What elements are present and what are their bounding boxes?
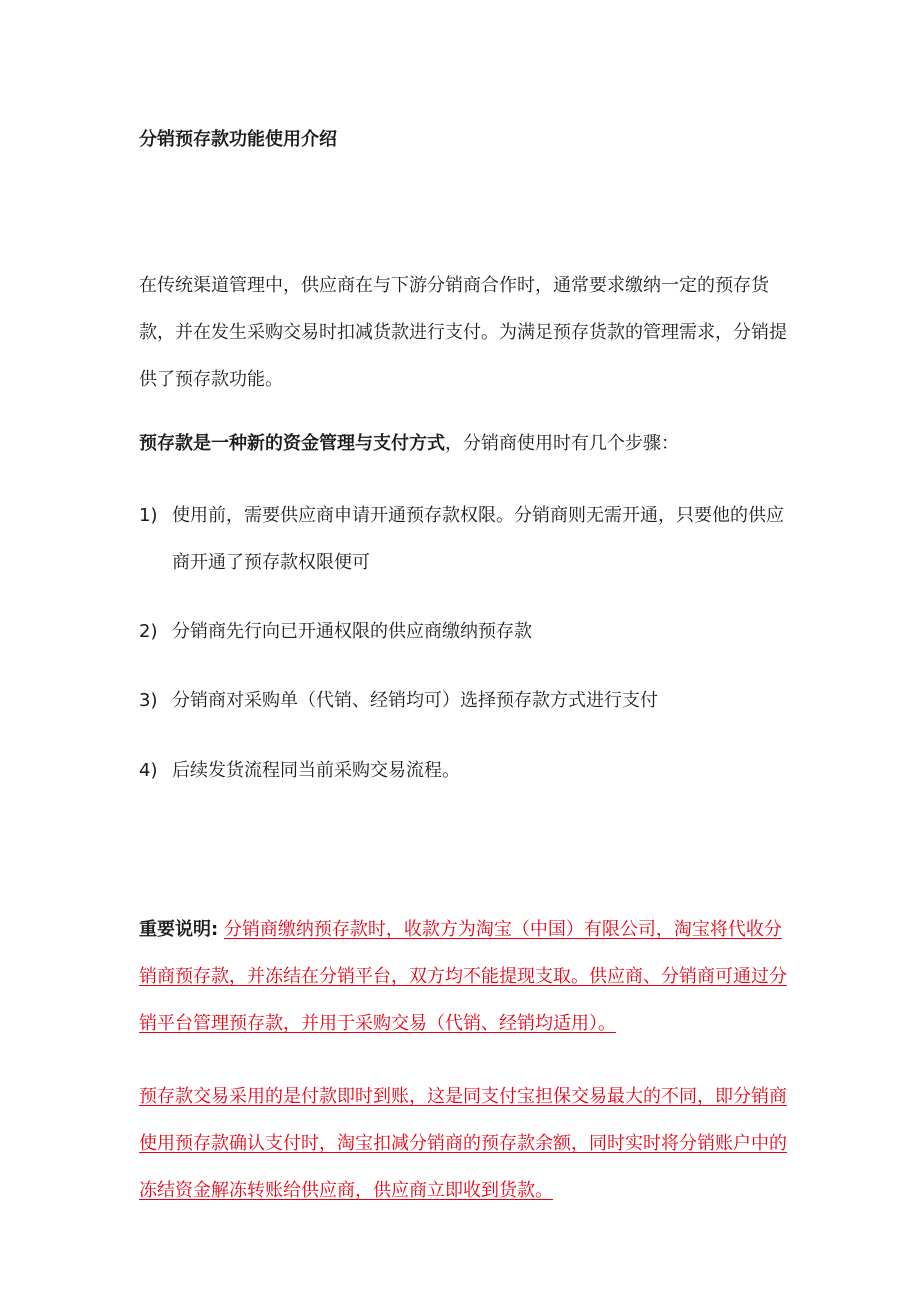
intro-paragraph: 在传统渠道管理中，供应商在与下游分销商合作时，通常要求缴纳一定的预存货款，并在发生采购交易时扣减货款进行支付。为满足预存货款的管理需求，分销提供了预存款功能。	[139, 275, 787, 390]
step-text: 分销商对采购单（代销、经销均可）选择预存款方式进行支付	[172, 690, 658, 711]
step-number: 1)	[139, 505, 158, 526]
step-item	[139, 747, 789, 794]
document-title: 分销预存款功能使用介绍	[139, 129, 337, 150]
step-number: 3)	[139, 690, 158, 711]
step-number: 4)	[139, 760, 158, 781]
step-number: 2)	[139, 621, 158, 642]
steps-lead-bold: 预存款是一种新的资金管理与支付方式	[139, 433, 445, 454]
important-note-paragraph	[139, 906, 789, 1047]
important-note-text: 分销商缴纳预存款时，收款方为淘宝（中国）有限公司，淘宝将代收分销商预存款，并冻结在分销平台，双方均不能提现支取。供应商、分销商可通过分销平台管理预存款，并用于采购交易（代销、经销均适用）。	[139, 919, 787, 1034]
step-text: 分销商先行向已开通权限的供应商缴纳预存款	[172, 621, 532, 642]
steps-lead-rest: ，分销商使用时有几个步骤：	[445, 433, 679, 454]
steps-lead-paragraph	[139, 429, 789, 459]
step-text: 后续发货流程同当前采购交易流程。	[172, 760, 460, 781]
step-item	[139, 677, 789, 724]
important-label: 重要说明:	[139, 919, 219, 940]
step-item	[139, 608, 789, 655]
step-text: 使用前，需要供应商申请开通预存款权限。分销商则无需开通，只要他的供应商开通了预存款权限便可	[172, 505, 784, 573]
payment-note-paragraph	[139, 1073, 789, 1214]
payment-note-text: 预存款交易采用的是付款即时到账，这是同支付宝担保交易最大的不同，即分销商使用预存款确认支付时，淘宝扣减分销商的预存款余额，同时实时将分销账户中的冻结资金解冻转账给供应商，供应商立即收到货款。	[139, 1086, 787, 1201]
step-item	[139, 492, 789, 586]
